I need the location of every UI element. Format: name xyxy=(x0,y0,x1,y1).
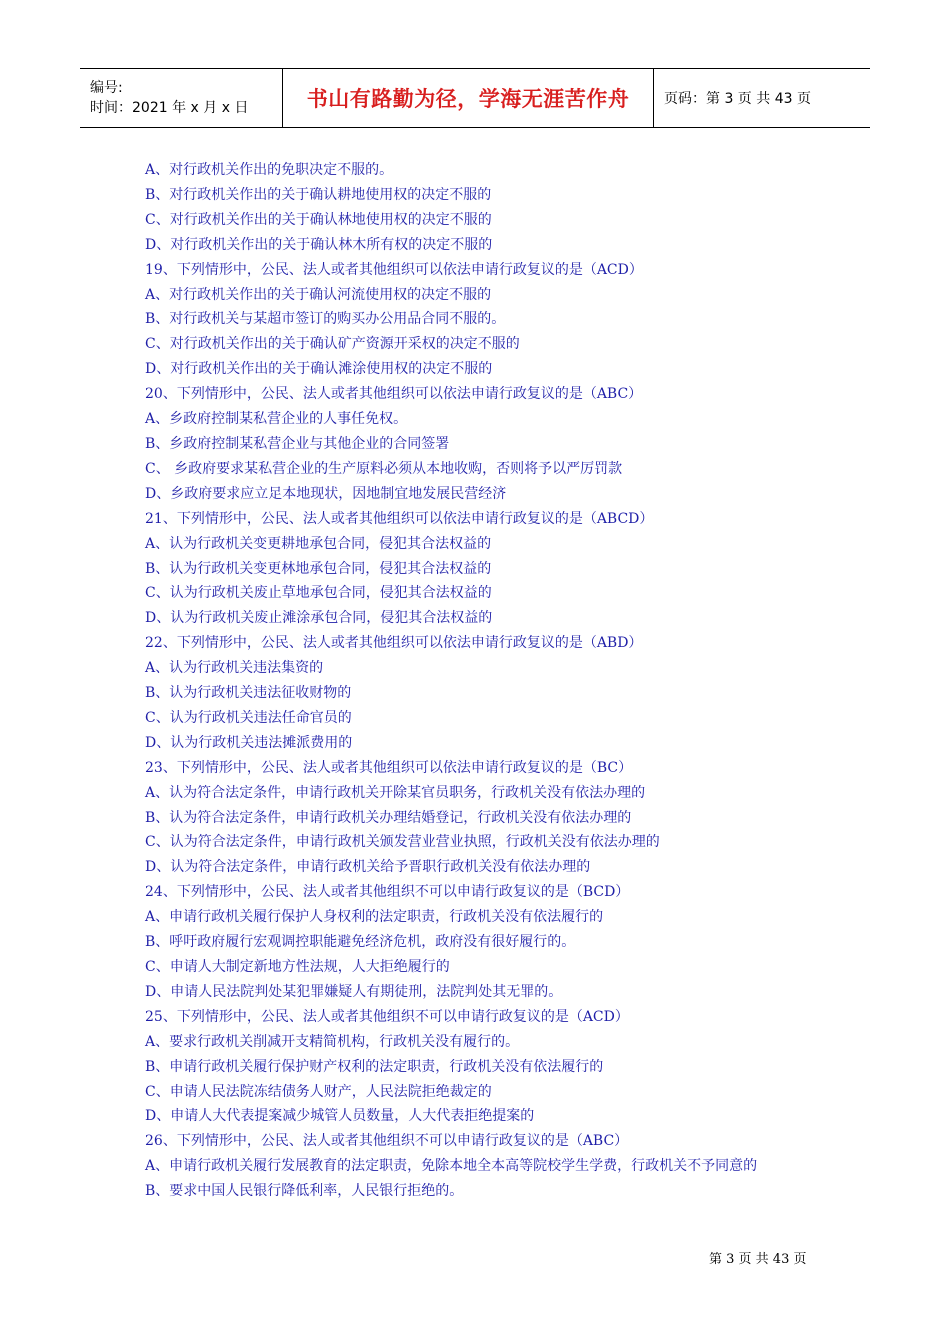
text-line: C、 乡政府要求某私营企业的生产原料必须从本地收购，否则将予以严厉罚款 xyxy=(145,460,623,477)
text-line: A、认为行政机关违法集资的 xyxy=(145,660,324,677)
question-24: 24、下列情形中，公民、法人或者其他组织不可以申请行政复议的是（BCD） xyxy=(145,884,630,901)
text-line: C、对行政机关作出的关于确认林地使用权的决定不服的 xyxy=(145,211,492,228)
text-line: B、乡政府控制某私营企业与其他企业的合同签署 xyxy=(145,435,450,452)
text-line: C、申请人大制定新地方性法规，人大拒绝履行的 xyxy=(145,959,450,975)
text-line: A、认为符合法定条件，申请行政机关开除某官员职务，行政机关没有依法办理的 xyxy=(145,784,646,801)
text-line: C、申请人民法院冻结债务人财产，人民法院拒绝裁定的 xyxy=(145,1083,492,1100)
text-line: D、认为符合法定条件，申请行政机关给予晋职行政机关没有依法办理的 xyxy=(145,859,591,876)
text-line: A、申请行政机关履行保护人身权利的法定职责，行政机关没有依法履行的 xyxy=(145,909,604,926)
text-line: C、对行政机关作出的关于确认矿产资源开采权的决定不服的 xyxy=(145,336,520,353)
text-line: B、要求中国人民银行降低利率，人民银行拒绝的。 xyxy=(145,1183,464,1200)
text-line: B、认为行政机关违法征收财物的 xyxy=(145,685,352,702)
page-header xyxy=(80,68,870,128)
question-20: 20、下列情形中，公民、法人或者其他组织可以依法申请行政复议的是（ABC） xyxy=(145,386,643,403)
text-line: B、对行政机关作出的关于确认耕地使用权的决定不服的 xyxy=(145,186,492,203)
document-time-label: 时间：2021 年 x 月 x 日 xyxy=(90,100,249,116)
text-line: B、认为符合法定条件，申请行政机关办理结婚登记，行政机关没有依法办理的 xyxy=(145,809,632,826)
text-line: A、乡政府控制某私营企业的人事任免权。 xyxy=(145,411,408,428)
document-body xyxy=(145,158,815,1204)
text-line: D、认为行政机关违法摊派费用的 xyxy=(145,734,353,751)
text-line: D、申请人大代表提案减少城管人员数量，人大代表拒绝提案的 xyxy=(145,1108,535,1125)
text-line: D、申请人民法院判处某犯罪嫌疑人有期徒刑，法院判处其无罪的。 xyxy=(145,983,563,1000)
page-footer: 第 3 页 共 43 页 xyxy=(709,1252,807,1267)
text-line: A、认为行政机关变更耕地承包合同，侵犯其合法权益的 xyxy=(145,535,492,552)
text-line: A、要求行政机关削减开支精简机构，行政机关没有履行的。 xyxy=(145,1033,520,1050)
header-meta xyxy=(80,69,282,127)
text-line: C、认为行政机关违法任命官员的 xyxy=(145,709,352,726)
header-page-cell xyxy=(654,69,870,127)
text-line: C、认为行政机关废止草地承包合同，侵犯其合法权益的 xyxy=(145,585,492,602)
question-26: 26、下列情形中，公民、法人或者其他组织不可以申请行政复议的是（ABC） xyxy=(145,1133,629,1150)
text-line: B、呼吁政府履行宏观调控职能避免经济危机，政府没有很好履行的。 xyxy=(145,934,576,951)
text-line: C、认为符合法定条件，申请行政机关颁发营业营业执照，行政机关没有依法办理的 xyxy=(145,834,660,851)
text-line: A、申请行政机关履行发展教育的法定职责，免除本地全本高等院校学生学费，行政机关不予同意的 xyxy=(145,1158,758,1175)
text-line: A、对行政机关作出的关于确认河流使用权的决定不服的 xyxy=(145,286,492,303)
question-25: 25、下列情形中，公民、法人或者其他组织不可以申请行政复议的是（ACD） xyxy=(145,1008,629,1025)
text-line: D、对行政机关作出的关于确认林木所有权的决定不服的 xyxy=(145,236,493,253)
text-line: D、乡政府要求应立足本地现状，因地制宜地发展民营经济 xyxy=(145,485,507,502)
text-line: A、对行政机关作出的免职决定不服的。 xyxy=(145,162,394,178)
text-line: B、对行政机关与某超市签订的购买办公用品合同不服的。 xyxy=(145,311,506,328)
text-line: B、认为行政机关变更林地承包合同，侵犯其合法权益的 xyxy=(145,560,492,577)
header-motto: 书山有路勤为径，学海无涯苦作舟 xyxy=(306,87,630,111)
question-21: 21、下列情形中，公民、法人或者其他组织可以依法申请行政复议的是（ABCD） xyxy=(145,510,654,527)
question-22: 22、下列情形中，公民、法人或者其他组织可以依法申请行政复议的是（ABD） xyxy=(145,635,643,652)
text-line: D、认为行政机关废止滩涂承包合同，侵犯其合法权益的 xyxy=(145,610,493,627)
text-line: B、申请行政机关履行保护财产权利的法定职责，行政机关没有依法履行的 xyxy=(145,1058,604,1075)
header-motto-cell xyxy=(282,69,654,127)
question-19: 19、下列情形中，公民、法人或者其他组织可以依法申请行政复议的是（ACD） xyxy=(145,261,643,278)
text-line: D、对行政机关作出的关于确认滩涂使用权的决定不服的 xyxy=(145,361,493,378)
header-page-number: 页码：第 3 页 共 43 页 xyxy=(664,91,811,107)
question-23: 23、下列情形中，公民、法人或者其他组织可以依法申请行政复议的是（BC） xyxy=(145,759,633,776)
document-number-label: 编号: xyxy=(90,80,123,96)
